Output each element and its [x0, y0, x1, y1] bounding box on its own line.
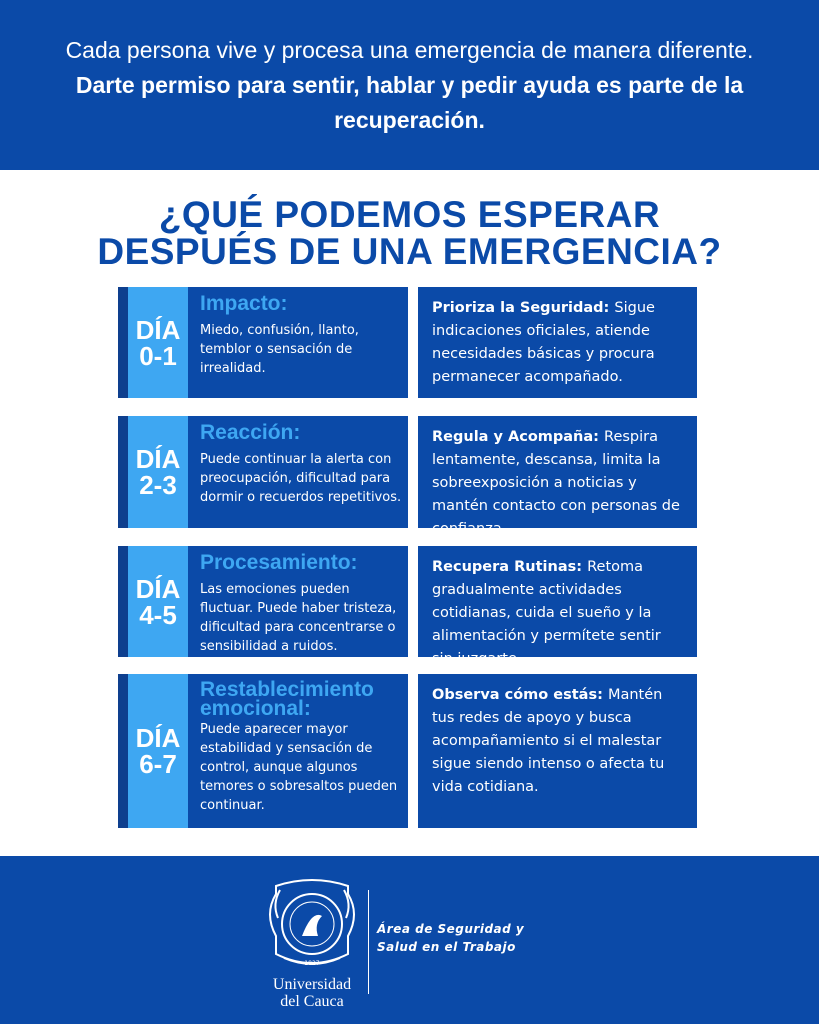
footer	[0, 856, 819, 1024]
day-label: DÍA	[135, 444, 181, 474]
stage-title: Reacción:	[200, 421, 301, 444]
day-range: 6-7	[139, 749, 177, 779]
tip-text: Sigue indicaciones oficiales, atiende necesidades básicas y procura permanecer acompañado.	[432, 300, 655, 385]
stage-description: Puede aparecer mayor estabilidad y sensación de control, aunque algunos temores o sobresaltos pueden continuar.	[200, 722, 398, 813]
stage-card-restoration	[118, 674, 408, 828]
tip-title: Prioriza la Seguridad:	[432, 300, 615, 316]
university-name	[262, 976, 362, 1010]
day-badge	[128, 674, 188, 828]
stage-accent-bar	[118, 674, 128, 828]
stage-card-processing	[118, 546, 408, 657]
intro-banner	[0, 0, 819, 170]
university-seal-icon	[262, 874, 362, 976]
area-name-line-2: Salud en el Trabajo	[377, 940, 516, 954]
tip-text: Retoma gradualmente actividades cotidianas, cuida el sueño y la alimentación y permítete sentir sin juzgarte.	[432, 559, 661, 667]
tip-title: Recupera Rutinas:	[432, 559, 588, 575]
day-badge	[128, 287, 188, 398]
stage-accent-bar	[118, 287, 128, 398]
tip-card-impact	[418, 287, 697, 398]
tip-title: Regula y Acompaña:	[432, 429, 605, 445]
area-name-line-1: Área de Seguridad y	[377, 922, 525, 936]
day-badge	[128, 416, 188, 528]
university-name-line-1: Universidad	[272, 976, 352, 993]
stage-title: Procesamiento:	[200, 551, 358, 574]
stage-description: Miedo, confusión, llanto, temblor o sensación de irrealidad.	[200, 323, 359, 376]
footer-divider	[368, 890, 369, 994]
tip-title: Observa cómo estás:	[432, 687, 608, 703]
day-range: 2-3	[139, 470, 177, 500]
stage-card-reaction	[118, 416, 408, 528]
title-line-1: ¿QUÉ PODEMOS ESPERAR	[158, 194, 661, 235]
intro-emphasis: Darte permiso para sentir, hablar y pedir ayuda es parte de la recuperación.	[75, 71, 744, 133]
tip-card-processing	[418, 546, 697, 667]
tip-card-reaction	[418, 416, 697, 537]
day-badge	[128, 546, 188, 657]
day-label: DÍA	[135, 314, 181, 345]
day-range: 0-1	[139, 340, 177, 371]
university-name-line-2: del Cauca	[280, 993, 344, 1010]
day-label: DÍA	[135, 723, 181, 753]
seal-year: 1827	[304, 960, 320, 967]
page-title	[0, 196, 819, 270]
stage-title: Restablecimiento emocional:	[200, 678, 374, 720]
tip-text: Respira lentamente, descansa, limita la sobreexposición a noticias y mantén contacto con personas de confianza.	[432, 429, 680, 537]
stage-accent-bar	[118, 416, 128, 528]
tip-text: Mantén tus redes de apoyo y busca acompañamiento si el malestar sigue siendo intenso o afecta tu vida cotidiana.	[432, 687, 665, 795]
intro-lead: Cada persona vive y procesa una emergencia de manera diferente.	[65, 36, 754, 63]
stage-description: Las emociones pueden fluctuar. Puede haber tristeza, dificultad para concentrarse o sensibilidad a ruidos.	[200, 582, 397, 654]
intro-text	[40, 33, 779, 138]
stage-title: Impacto:	[200, 292, 288, 315]
day-label: DÍA	[135, 573, 181, 604]
tip-card-restoration	[418, 674, 697, 828]
stage-card-impact	[118, 287, 408, 398]
stage-accent-bar	[118, 546, 128, 657]
stage-description: Puede continuar la alerta con preocupación, dificultad para dormir o recuerdos repetitivos.	[200, 452, 402, 505]
area-name	[377, 920, 524, 956]
day-range: 4-5	[139, 599, 177, 630]
title-line-2: DESPUÉS DE UNA EMERGENCIA?	[97, 231, 722, 272]
